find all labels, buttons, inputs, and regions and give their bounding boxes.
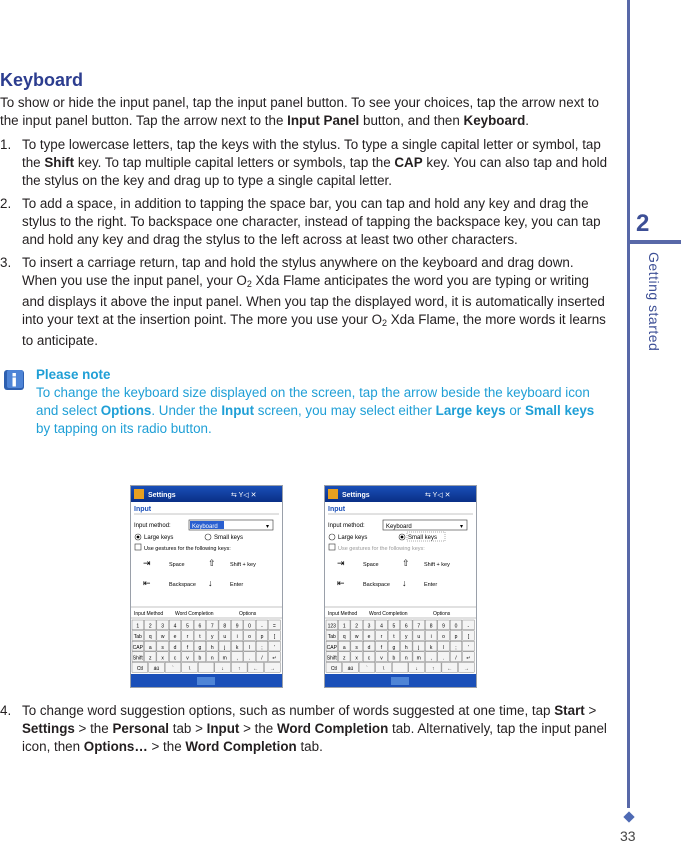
step-1-text-c: key. You can also tap and hold the stylus on the key and drag up to type a single capital letter. xyxy=(22,155,608,188)
chapter-bar xyxy=(630,240,681,244)
step-number: 2. xyxy=(0,196,12,211)
chapter-title: Getting started xyxy=(646,252,662,352)
key-label: m xyxy=(222,655,227,662)
key-label: \ xyxy=(188,666,191,672)
key-label: 5 xyxy=(186,623,189,630)
step-number: 4. xyxy=(0,703,12,718)
step-4-bold-word-completion-2: Word Completion xyxy=(185,739,297,754)
key-label: p xyxy=(454,634,458,641)
tab-input-method[interactable]: Input Method xyxy=(328,611,358,617)
key-label: d xyxy=(173,644,177,651)
screen-app-title: Settings xyxy=(148,492,176,499)
gesture-backspace-label: Backspace xyxy=(363,582,390,588)
margin-rule xyxy=(627,0,630,808)
intro-text-2: button, and then xyxy=(359,113,464,128)
info-icon xyxy=(3,369,25,391)
key-label: x xyxy=(161,655,164,662)
key-label: áü xyxy=(153,666,160,672)
key-label: 8 xyxy=(223,623,227,630)
key-label: ↑ xyxy=(431,666,435,672)
key-label: c xyxy=(367,655,371,662)
step-4-text-f: > the xyxy=(147,739,186,754)
key-label: f xyxy=(380,644,383,651)
key-label: = xyxy=(272,623,276,630)
key-label: s xyxy=(161,644,164,651)
key-label: ↓ xyxy=(415,666,418,672)
key-label: 9 xyxy=(235,623,239,630)
key-label: . xyxy=(442,655,445,662)
svg-text:↓: ↓ xyxy=(208,578,213,588)
step-4-bold-word-completion: Word Completion xyxy=(276,721,389,736)
small-keys-radio[interactable] xyxy=(205,534,211,540)
step-3-sub-2a: 2 xyxy=(246,279,252,289)
step-4-bold-settings: Settings xyxy=(22,721,75,736)
key-label: , xyxy=(236,655,238,662)
tab-word-completion[interactable]: Word Completion xyxy=(369,611,408,617)
small-keys-label: Small keys xyxy=(408,535,438,541)
input-method-label: Input method: xyxy=(328,523,365,529)
key-label: 1 xyxy=(136,623,140,630)
intro-bold-input-panel: Input Panel xyxy=(287,113,360,128)
small-keys-label: Small keys xyxy=(214,535,244,541)
tab-input-method[interactable]: Input Method xyxy=(134,611,164,617)
key-label: d xyxy=(367,644,371,651)
key-label: Shift xyxy=(132,655,143,662)
screenshots xyxy=(130,485,475,686)
large-keys-label: Large keys xyxy=(338,535,368,541)
step-4-text-c: tab > xyxy=(169,721,207,736)
key-label: w xyxy=(354,634,359,641)
key-label: l xyxy=(248,644,251,651)
step-number: 1. xyxy=(0,137,12,152)
key-label: t xyxy=(393,634,395,641)
screen-section-title: Input xyxy=(134,506,152,513)
key-label: v xyxy=(186,655,189,662)
key-label: g xyxy=(392,644,396,651)
screenshot-large-keys xyxy=(130,485,283,688)
screen-app-title: Settings xyxy=(342,492,370,499)
status-icons: ⇆ Y◁ ✕ xyxy=(425,492,451,499)
key[interactable] xyxy=(198,662,214,672)
key-label: Tab xyxy=(327,634,336,641)
step-3-text-c: Xda Flame, the more words it learns to anticipate. xyxy=(22,312,606,348)
key-label: ↵ xyxy=(466,655,471,662)
step-4-text-b: > the xyxy=(74,721,113,736)
step-4-bold-options: Options… xyxy=(83,739,148,754)
key-label: o xyxy=(442,634,445,641)
key-label: [ xyxy=(273,634,276,641)
key-label: p xyxy=(260,634,264,641)
step-4-sep: > xyxy=(584,703,597,718)
key-label: [ xyxy=(467,634,470,641)
step-4-text-g: tab. xyxy=(296,739,323,754)
gesture-enter-label: Enter xyxy=(230,582,244,588)
step-4-item xyxy=(0,702,608,756)
key-label: ← xyxy=(253,666,259,672)
key-label: u xyxy=(223,634,227,641)
key-label: h xyxy=(210,644,214,651)
note-text-a: To change the keyboard size displayed on the screen, tap the arrow beside the keyboard icon and select xyxy=(36,385,590,418)
key-label: - xyxy=(261,623,263,630)
key-label: 2 xyxy=(148,623,152,630)
step-4-bold-start: Start xyxy=(554,703,585,718)
svg-text:⇧: ⇧ xyxy=(402,558,410,568)
key-label: Ctl xyxy=(330,666,337,672)
gesture-enter-label: Enter xyxy=(424,582,438,588)
gesture-space-label: Space xyxy=(169,562,185,568)
use-gestures-checkbox[interactable] xyxy=(329,544,335,550)
intro-text-3: . xyxy=(525,113,530,128)
key-label: - xyxy=(467,623,470,630)
use-gestures-checkbox[interactable] xyxy=(135,544,141,550)
key-label: r xyxy=(380,634,383,641)
key-label: CAP xyxy=(326,644,337,651)
key-label: j xyxy=(224,644,226,651)
key-label: 8 xyxy=(429,623,433,630)
intro-text-1: To show or hide the input panel, tap the input panel button. To see your choices, tap the arrow next to the input panel button. Tap the arrow next to the xyxy=(0,95,600,128)
key-label: 3 xyxy=(161,623,165,630)
key-label: b xyxy=(198,655,202,662)
svg-text:↓: ↓ xyxy=(402,578,407,588)
note-bold-input: Input xyxy=(221,403,255,418)
key-label: x xyxy=(355,655,358,662)
screen-section-title: Input xyxy=(328,506,346,513)
key-label: k xyxy=(235,644,239,651)
step-4-text-e: tab. Alternatively, tap the input panel icon, then xyxy=(22,721,607,754)
svg-text:⇤: ⇤ xyxy=(337,578,345,588)
key-label: k xyxy=(429,644,433,651)
screenshot-small-keys xyxy=(324,485,477,688)
key-label: 6 xyxy=(404,623,408,630)
please-note xyxy=(0,366,608,438)
step-4-text-a: To change word suggestion options, such as number of words suggested at one time, tap xyxy=(22,703,555,718)
gesture-space-label: Space xyxy=(363,562,379,568)
key-label: q xyxy=(148,634,152,641)
svg-text:⇤: ⇤ xyxy=(143,578,151,588)
status-icons: ⇆ Y◁ ✕ xyxy=(231,492,257,499)
svg-text:▾: ▾ xyxy=(460,524,464,530)
step-1 xyxy=(0,136,608,190)
gesture-shift-label: Shift + key xyxy=(230,562,256,568)
key-label: e xyxy=(367,634,371,641)
key-label: Shift xyxy=(326,655,337,662)
key-label: n xyxy=(210,655,214,662)
large-keys-radio[interactable] xyxy=(329,534,335,540)
key-label: → xyxy=(463,666,469,672)
key-label: ↵ xyxy=(272,655,277,662)
tab-options[interactable]: Options xyxy=(433,611,451,617)
step-1-text-b: key. To tap multiple capital letters or symbols, tap the xyxy=(74,155,395,170)
use-gestures-label: Use gestures for the following keys: xyxy=(144,546,231,552)
key-label: ← xyxy=(447,666,453,672)
key-label: g xyxy=(198,644,202,651)
key-label: Ctl xyxy=(136,666,143,672)
key-label: r xyxy=(186,634,189,641)
key-label: 5 xyxy=(392,623,396,630)
section-title: Keyboard xyxy=(0,70,84,90)
key-label: a xyxy=(342,644,346,651)
note-text-b: . Under the xyxy=(151,403,222,418)
key-label: 123 xyxy=(327,623,336,630)
note-text-c: screen, you may select either xyxy=(254,403,436,418)
start-flag-icon[interactable] xyxy=(134,489,144,499)
key-label: h xyxy=(404,644,408,651)
key-label: 1 xyxy=(342,623,346,630)
step-3-text-a: To insert a carriage return, tap and hold the stylus anywhere on the keyboard and drag down. When you use the input panel, your O xyxy=(22,255,574,288)
key-label: v xyxy=(380,655,383,662)
step-1-bold-shift: Shift xyxy=(44,155,75,170)
note-title: Please note xyxy=(36,367,111,382)
key-label: 0 xyxy=(248,623,251,630)
key-label: 7 xyxy=(210,623,214,630)
steps-list xyxy=(0,136,608,350)
key-label: , xyxy=(430,655,432,662)
key-label: ; xyxy=(261,644,263,651)
key-label: ↑ xyxy=(237,666,241,672)
step-number: 3. xyxy=(0,255,12,270)
key-label: Tab xyxy=(133,634,142,641)
key-label: 0 xyxy=(454,623,458,630)
key-label: áü xyxy=(347,666,354,672)
input-panel-button[interactable] xyxy=(391,677,409,685)
step-2-text: To add a space, in addition to tapping the space bar, you can tap and hold any key and drag the stylus to the right. To backspace one character, instead of tapping the backspace key, you can tap and hold any key and drag the stylus to the left across at least two other characters. xyxy=(22,196,601,247)
key-label: q xyxy=(342,634,346,641)
intro-paragraph xyxy=(0,94,608,130)
page-content xyxy=(0,68,608,438)
key-label: ' xyxy=(273,644,275,651)
note-body xyxy=(36,384,608,438)
key-label: 2 xyxy=(355,623,359,630)
page-number: 33 xyxy=(620,828,636,844)
key-label: m xyxy=(416,655,421,662)
key-label: s xyxy=(355,644,358,651)
tab-word-completion[interactable]: Word Completion xyxy=(175,611,214,617)
key-label: l xyxy=(442,644,445,651)
key-label: ` xyxy=(366,666,368,672)
key-label: CAP xyxy=(132,644,143,651)
tab-options[interactable]: Options xyxy=(239,611,257,617)
key-label: 4 xyxy=(173,623,177,630)
key-label: i xyxy=(430,634,432,641)
step-3 xyxy=(0,254,608,350)
input-method-label: Input method: xyxy=(134,523,171,529)
key-label: a xyxy=(148,644,152,651)
key-label: . xyxy=(248,655,251,662)
input-method-value: Keyboard xyxy=(192,524,218,530)
step-4-text-d: > the xyxy=(239,721,277,736)
svg-text:⇥: ⇥ xyxy=(143,558,151,568)
step-3-text-b: Xda Flame anticipates the word you are typing or writing and displays it above the input panel. When you tap the displayed word, it is automatically inserted into your text at the insertion point. The more you use your O xyxy=(22,273,605,327)
input-panel-button[interactable] xyxy=(197,677,215,685)
key-label: y xyxy=(405,634,408,641)
key-label: \ xyxy=(382,666,385,672)
key-label: e xyxy=(173,634,177,641)
step-4-bold-input: Input xyxy=(206,721,240,736)
note-bold-large-keys: Large keys xyxy=(435,403,506,418)
intro-bold-keyboard: Keyboard xyxy=(463,113,526,128)
key-label: i xyxy=(236,634,238,641)
key-label: 7 xyxy=(417,623,421,630)
start-flag-icon[interactable] xyxy=(328,489,338,499)
key-label: 4 xyxy=(380,623,383,630)
step-4 xyxy=(0,702,608,756)
key-label: ` xyxy=(172,666,174,672)
key-label: 9 xyxy=(442,623,445,630)
key-label: f xyxy=(186,644,189,651)
key[interactable] xyxy=(392,662,408,672)
use-gestures-label: Use gestures for the following keys: xyxy=(338,546,425,552)
key-label: → xyxy=(269,666,275,672)
key-label: ↓ xyxy=(221,666,224,672)
key-label: ; xyxy=(455,644,457,651)
key-label: c xyxy=(173,655,177,662)
step-2 xyxy=(0,195,608,249)
key-label: z xyxy=(342,655,346,662)
input-method-value: Keyboard xyxy=(386,524,412,530)
note-text-e: by tapping on its radio button. xyxy=(36,421,212,436)
key-label: ' xyxy=(467,644,469,651)
gesture-shift-label: Shift + key xyxy=(424,562,450,568)
step-1-bold-cap: CAP xyxy=(394,155,423,170)
svg-text:⇧: ⇧ xyxy=(208,558,216,568)
step-3-sub-2b: 2 xyxy=(382,318,388,328)
key-label: b xyxy=(392,655,396,662)
key-label: w xyxy=(160,634,165,641)
key-label: / xyxy=(455,655,457,662)
svg-text:▾: ▾ xyxy=(266,524,270,530)
key-label: t xyxy=(199,634,201,641)
key-label: u xyxy=(417,634,421,641)
note-text-d: or xyxy=(505,403,525,418)
note-bold-small-keys: Small keys xyxy=(525,403,595,418)
step-1-text-a: To type lowercase letters, tap the keys with the stylus. To type a single capital letter or symbol, tap the xyxy=(22,137,601,170)
large-keys-label: Large keys xyxy=(144,535,174,541)
chapter-number: 2 xyxy=(636,210,650,237)
key-label: / xyxy=(261,655,263,662)
key-label: o xyxy=(248,634,251,641)
step-4-bold-personal: Personal xyxy=(112,721,170,736)
diamond-ornament xyxy=(623,811,634,822)
key-label: 6 xyxy=(198,623,202,630)
gesture-backspace-label: Backspace xyxy=(169,582,196,588)
svg-text:⇥: ⇥ xyxy=(337,558,345,568)
key-label: j xyxy=(418,644,420,651)
key-label: 3 xyxy=(367,623,371,630)
note-bold-options: Options xyxy=(100,403,152,418)
key-label: n xyxy=(404,655,408,662)
key-label: y xyxy=(211,634,214,641)
key-label: z xyxy=(148,655,152,662)
